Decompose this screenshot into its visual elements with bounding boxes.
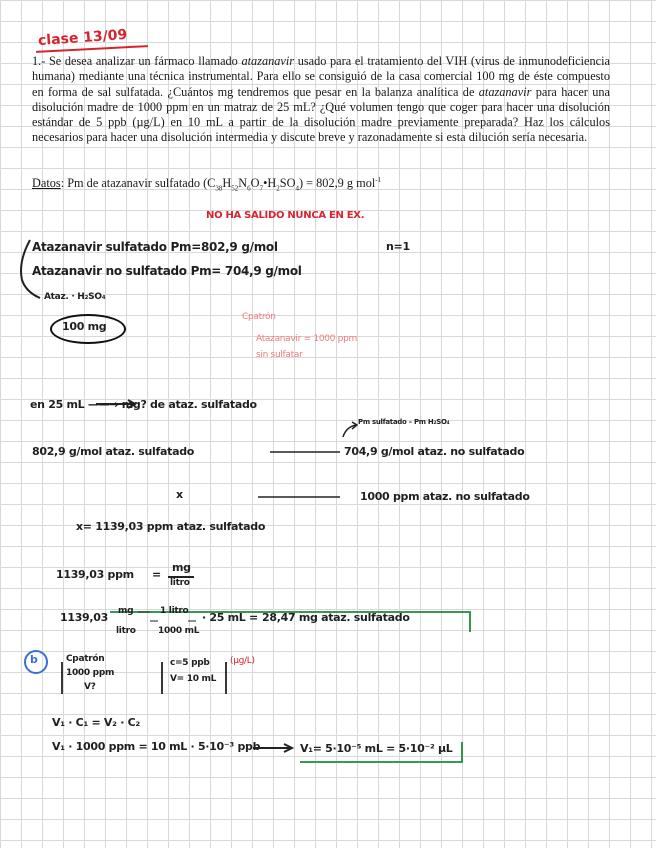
result-ppm: x= 1139,03 ppm ataz. sulfatado [76, 520, 266, 533]
calc-b-num: mg [118, 606, 134, 616]
note-question: en 25 mL ——→ mg? de ataz. sulfatado [30, 398, 257, 411]
cpatron-value: Atazanavir = 1000 ppm [256, 334, 357, 344]
calc-c-den: 1000 mL [158, 626, 200, 636]
cpatron-note: sin sulfatar [256, 350, 303, 360]
cpatron-label: Cpatrón [242, 312, 276, 322]
dilution-equation: V₁ · C₁ = V₂ · C₂ [52, 716, 140, 729]
dilution-result: V₁= 5·10⁻⁵ mL = 5·10⁻² µL [300, 742, 453, 755]
calc-d: · 25 mL = [202, 611, 258, 624]
conv-eq: = [152, 568, 161, 581]
calc-result: 28,47 mg ataz. sulfatado [262, 611, 410, 624]
conv-den: litro [170, 578, 190, 588]
ratio-left: 802,9 g/mol ataz. sulfatado [32, 445, 195, 458]
note-pm-difference: Pm sulfatado – Pm H₂SO₄ [358, 418, 450, 426]
box1-ppm: 1000 ppm [66, 668, 115, 678]
page-title: clase 13/09 [37, 26, 128, 50]
circled-amount-text: 100 mg [62, 320, 107, 333]
note-n: n=1 [386, 240, 410, 253]
box1-cpatron: Cpatrón [66, 654, 105, 664]
conv-num: mg [172, 561, 191, 574]
box1-v: V? [84, 682, 96, 692]
conv-left: 1139,03 ppm [56, 568, 134, 581]
calc-a: 1139,03 [60, 611, 109, 624]
problem-statement: 1.- Se desea analizar un fármaco llamado atazanavir usado para el tratamiento del VIH (virus de inmunodeficiencia humana) mediante una técnica instrumental. Para ello se consiguió de la casa comercial 100 mg de éste compuesto en forma de sal sulfatada. ¿Cuántos mg tendremos que pesar en la balanza analítica de atazanavir para hacer una disolución madre de 1000 ppm en un matraz de 25 mL? ¿Qué volumen tengo que coger para hacer una disolución estándar de 5 ppb (µg/L) en 10 mL a partir de la disolución madre previamente preparada? Haz los cálculos necesarios para hacer una disolución intermedia y discute breve y razonadamente si esta dilución sería necesaria. [32, 54, 610, 145]
calc-c-num: 1 litro [160, 606, 189, 616]
note-pm-sulfatado: Atazanavir sulfatado Pm=802,9 g/mol [32, 240, 278, 254]
dilution-calc: V₁ · 1000 ppm = 10 mL · 5·10⁻³ ppb [52, 740, 261, 753]
unknown-x: x [176, 488, 183, 501]
box2-v: V= 10 mL [170, 674, 217, 684]
note-ataz-h2so4: Ataz. · H₂SO₄ [44, 292, 106, 302]
ratio-right: 704,9 g/mol ataz. no sulfatado [344, 445, 525, 458]
box2-c: c=5 ppb [170, 658, 210, 668]
datos-line: Datos: Pm de atazanavir sulfatado $(C_{38}H_{52}N_6O_7•H_2SO_4) = 802,9$ g mol$^{-1}$ [32, 176, 382, 193]
box2-unit: (µg/L) [230, 656, 255, 666]
calc-b-den: litro [116, 626, 136, 636]
part-b-label: b [30, 653, 38, 666]
ppm-right: 1000 ppm ataz. no sulfatado [360, 490, 530, 503]
red-note: NO HA SALIDO NUNCA EN EX. [206, 210, 365, 221]
note-pm-no-sulfatado: Atazanavir no sulfatado Pm= 704,9 g/mol [32, 264, 302, 278]
